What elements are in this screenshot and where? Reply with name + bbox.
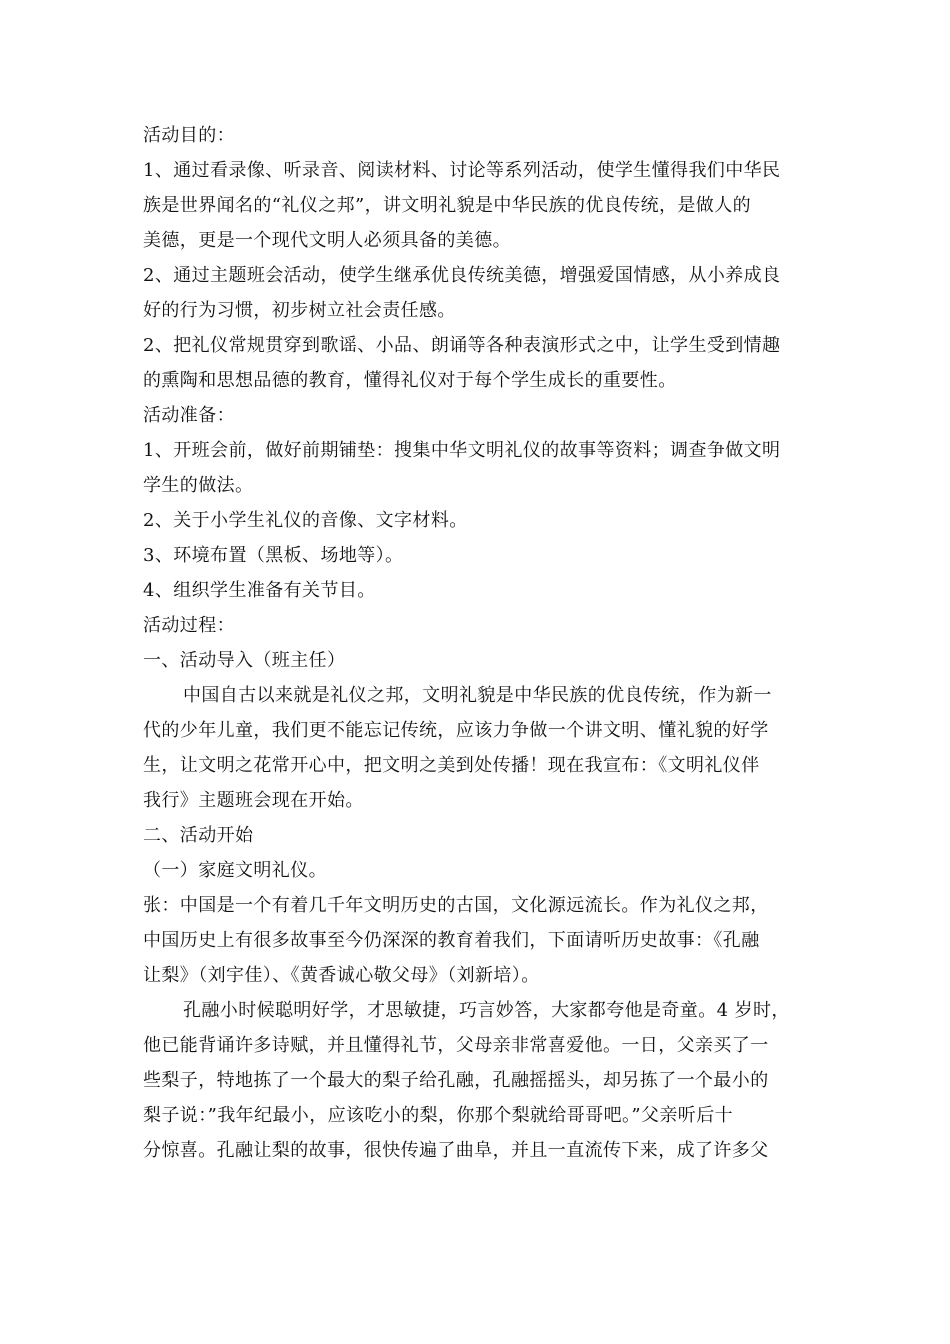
text-line: 他已能背诵许多诗赋，并且懂得礼节，父母亲非常喜爱他。一日，父亲买了一 [143,1035,769,1056]
section-heading-line: 活动过程： [143,615,235,636]
text-line: 的熏陶和思想品德的教育，懂得礼仪对于每个学生成长的重要性。 [143,370,677,391]
text-line: 代的少年儿童，我们更不能忘记传统，应该力争做一个讲文明、懂礼貌的好学 [143,720,769,741]
text-line: 我行》主题班会现在开始。 [143,790,364,811]
text-line: 2、把礼仪常规贯穿到歌谣、小品、朗诵等各种表演形式之中，让学生受到情趣 [143,335,781,356]
text-line: 张：中国是一个有着几千年文明历史的古国，文化源远流长。作为礼仪之邦， [143,895,769,916]
text-line: 让梨》（刘宇佳）、《黄香诚心敬父母》（刘新培）。 [143,965,540,986]
section-heading-line: 一、活动导入（班主任） [143,650,346,671]
text-line: 好的行为习惯，初步树立社会责任感。 [143,300,456,321]
text-line: 1、通过看录像、听录音、阅读材料、讨论等系列活动，使学生懂得我们中华民 [143,160,781,181]
text-line: 族是世界闻名的“礼仪之邦”，讲文明礼貌是中华民族的优良传统，是做人的 [143,195,752,216]
section-heading-line: 活动准备： [143,405,235,426]
text-line: 分惊喜。孔融让梨的故事，很快传遍了曲阜，并且一直流传下来，成了许多父 [143,1140,769,1161]
text-line: 中国历史上有很多故事至今仍深深的教育着我们，下面请听历史故事：《孔融 [143,930,760,951]
text-line: 4、组织学生准备有关节目。 [143,580,376,601]
text-line: 2、通过主题班会活动，使学生继承优良传统美德，增强爱国情感，从小养成良 [143,265,781,286]
document-body [143,118,811,1168]
text-line: 1、开班会前，做好前期铺垫：搜集中华文明礼仪的故事等资料；调查争做文明 [143,440,781,461]
section-heading-line: 二、活动开始 [143,825,254,846]
text-line: 美德，更是一个现代文明人必须具备的美德。 [143,230,511,251]
text-line: 3、环境布置（黑板、场地等）。 [143,545,404,566]
text-line: 2、关于小学生礼仪的音像、文字材料。 [143,510,468,531]
section-heading-line: 活动目的： [143,125,235,146]
text-line: 梨子说：”我年纪最小，应该吃小的梨，你那个梨就给哥哥吧。”父亲听后十 [143,1105,734,1126]
section-heading-line: （一）家庭文明礼仪。 [143,860,327,881]
text-line: 生，让文明之花常开心中，把文明之美到处传播！现在我宣布：《文明礼仪伴 [143,755,760,776]
text-line: 中国自古以来就是礼仪之邦，文明礼貌是中华民族的优良传统，作为新一 [183,685,772,706]
text-line: 孔融小时候聪明好学，才思敏捷，巧言妙答，大家都夸他是奇童。4 岁时， [183,1000,790,1021]
text-line: 学生的做法。 [143,475,254,496]
text-line: 些梨子，特地拣了一个最大的梨子给孔融，孔融摇摇头，却另拣了一个最小的 [143,1070,769,1091]
